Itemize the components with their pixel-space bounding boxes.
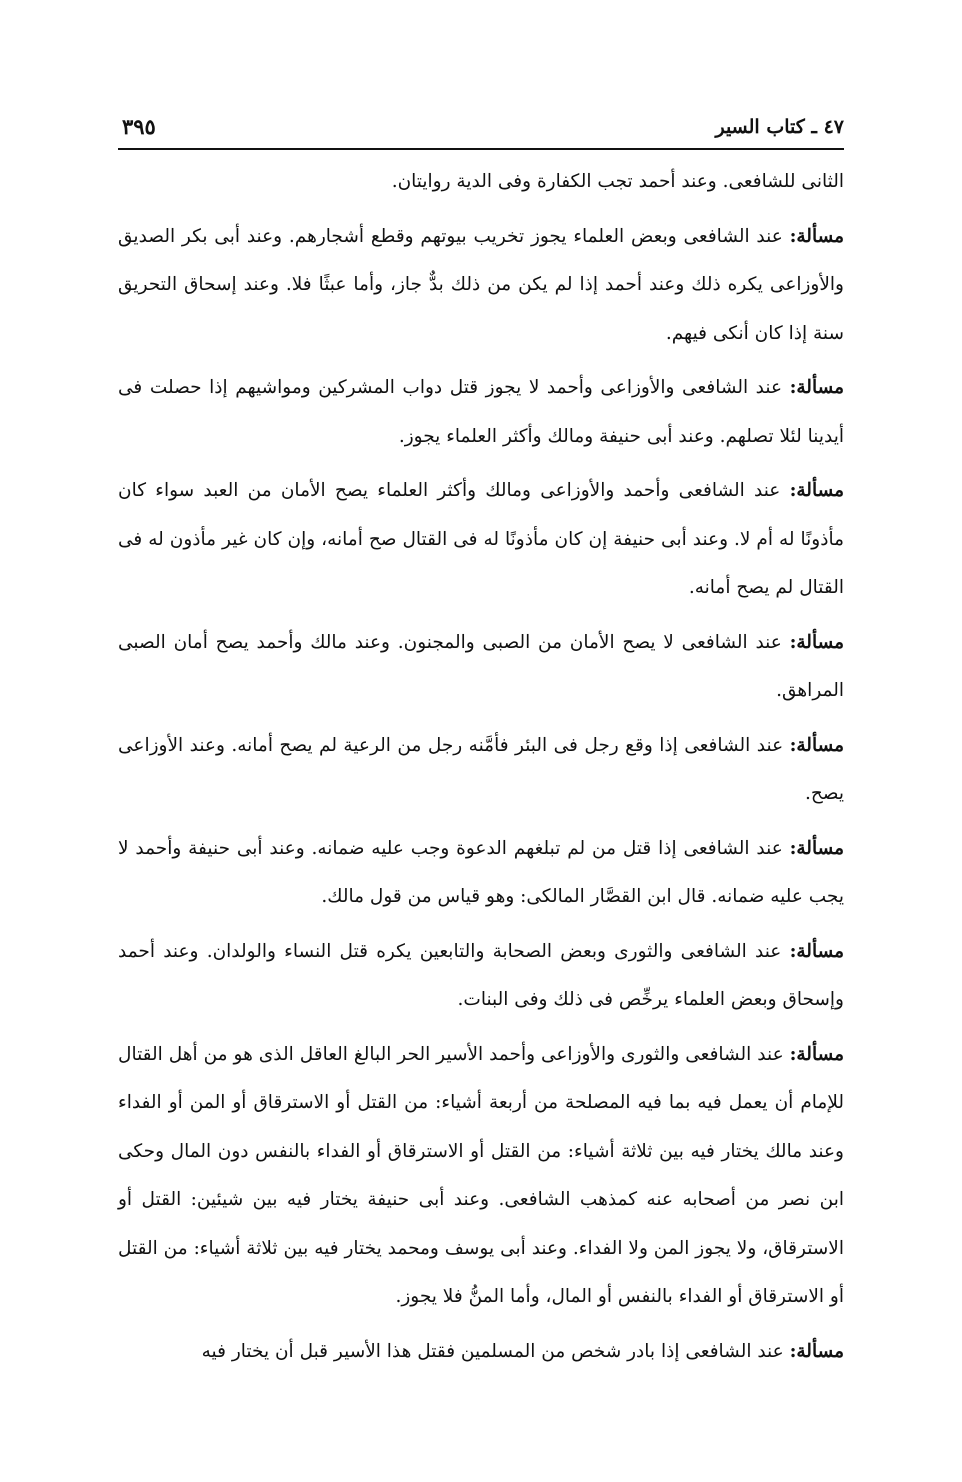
paragraph-text: عند الشافعى إذا بادر شخص من المسلمين فقتل هذا الأسير قبل أن يختار فيه (201, 1340, 790, 1362)
paragraph-text: عند الشافعى إذا وقع رجل فى البئر فأمَّنه رجل من الرعية لم يصح أمانه. وعند الأوزاعى يصح. (118, 734, 844, 804)
paragraph-text: عند الشافعى إذا قتل من لم تبلغهم الدعوة وجب عليه ضمانه. وعند أبى حنيفة وأحمد لا يجب عليه ضمانه. قال ابن القصَّار المالكى: وهو قياس من قول مالك. (118, 837, 844, 907)
issue-heading: مسألة: (789, 1043, 844, 1065)
paragraph (118, 364, 844, 461)
page-header (118, 112, 844, 150)
paragraph-text: عند الشافعى والأوزاعى وأحمد لا يجوز قتل دواب المشركين ومواشيهم إذا حصلت فى أيدينا لئلا تصلهم. وعند أبى حنيفة ومالك وأكثر العلماء يجوز. (118, 377, 844, 447)
issue-heading: مسألة: (789, 1340, 844, 1362)
paragraph (118, 1031, 844, 1322)
issue-heading: مسألة: (789, 225, 844, 247)
issue-heading: مسألة: (789, 837, 844, 859)
paragraph (118, 825, 844, 922)
issue-heading: مسألة: (789, 734, 844, 756)
running-title: ٤٧ ـ كتاب السير (715, 116, 844, 138)
paragraph-text: عند الشافعى وأحمد والأوزاعى ومالك وأكثر العلماء يصح الأمان من العبد سواء كان مأذونًا له أم لا. وعند أبى حنيفة إن كان مأذونًا له فى القتال صح أمانه، وإن كان غير مأذون له فى القتال لم يصح أمانه. (118, 480, 844, 598)
issue-heading: مسألة: (789, 480, 844, 501)
paragraph (118, 213, 844, 359)
issue-heading: مسألة: (789, 631, 844, 653)
paragraph-text: عند الشافعى وبعض العلماء يجوز تخريب بيوتهم وقطع أشجارهم. وعند أبى بكر الصديق والأوزاعى يكره ذلك وعند أحمد إذا لم يكن من ذلك بدٌّ جاز، وأما عبثًا فلا. وعند إسحاق التحريق سنة إذا كان أنكى فيهم. (118, 225, 844, 344)
paragraph (118, 467, 844, 613)
issue-heading: مسألة: (789, 377, 844, 398)
paragraph (118, 928, 844, 1025)
paragraph-text: عند الشافعى والثورى وبعض الصحابة والتابعين يكره قتل النساء والولدان. وعند أحمد وإسحاق وبعض العلماء يرخِّص فى ذلك وفى البنات. (118, 940, 844, 1010)
paragraph (118, 619, 844, 716)
page-number: ٣٩٥ (122, 114, 156, 139)
paragraph (118, 1328, 844, 1377)
issue-heading: مسألة: (789, 940, 844, 962)
paragraph-text: عند الشافعى لا يصح الأمان من الصبى والمجنون. وعند مالك وأحمد يصح أمان الصبى المراهق. (118, 631, 844, 701)
paragraph-text: عند الشافعى والثورى والأوزاعى وأحمد الأسير الحر البالغ العاقل الذى هو من أهل القتال للإمام أن يعمل فيه بما فيه المصلحة من أربعة أشياء: من القتل أو الاسترقاق أو المن أو الفداء وعند مالك يختار فيه بين ثلاثة أشياء: من القتل أو الاسترقاق أو الفداء بالنفس دون المال وحكى ابن نصر من أصحابه عنه كمذهب الشافعى. وعند أبى حنيفة يختار فيه بين شيئين: القتل أو الاسترقاق، ولا يجوز المن ولا الفداء. وعند أبى يوسف ومحمد يختار فيه بين ثلاثة أشياء: من القتل أو الاسترقاق أو الفداء بالنفس أو المال، وأما المنُّ فلا يجوز. (118, 1043, 844, 1307)
paragraph-text: الثانى للشافعى. وعند أحمد تجب الكفارة وفى الدية روايتان. (391, 171, 844, 192)
page-body (118, 158, 844, 1362)
paragraph (118, 158, 844, 207)
paragraph (118, 722, 844, 819)
